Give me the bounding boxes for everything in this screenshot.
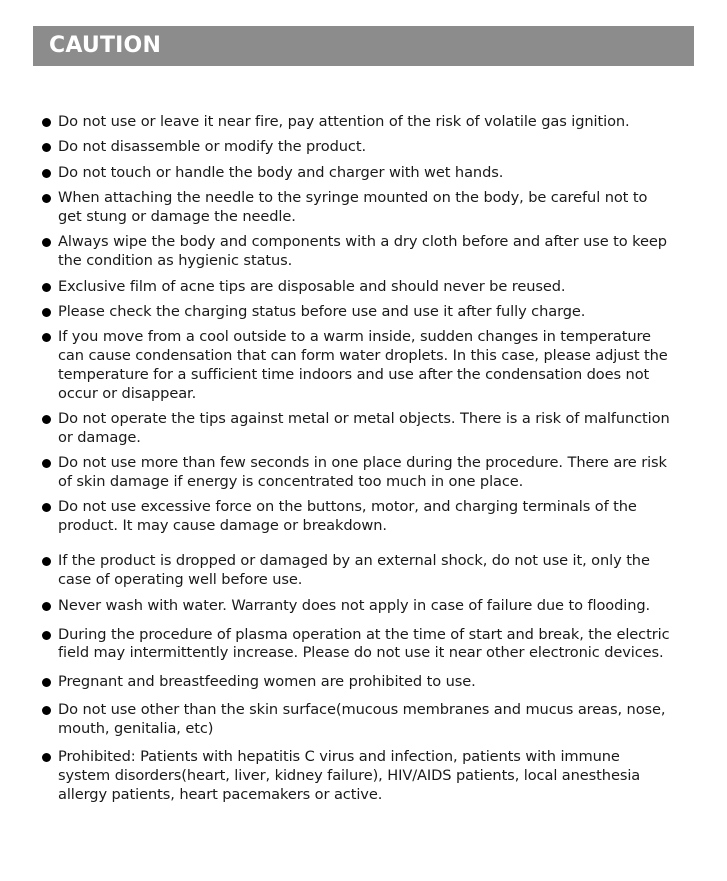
caution-text: Exclusive film of acne tips are disposable and should never be reused. xyxy=(58,277,566,295)
bullet-icon xyxy=(42,118,51,127)
caution-text: Do not disassemble or modify the product. xyxy=(58,138,366,156)
caution-text: If the product is dropped or damaged by an external shock, do not use it, only the case of operating well before use. xyxy=(58,552,650,588)
caution-item xyxy=(42,164,672,183)
caution-list xyxy=(42,113,672,805)
caution-item xyxy=(42,138,672,157)
caution-item xyxy=(42,303,672,322)
caution-text: If you move from a cool outside to a warm inside, sudden changes in temperature can cause condensation that can form water droplets. In this case, please adjust the temperature for a sufficient time indoors and use after the condensation does not occur or disappear. xyxy=(58,328,668,402)
bullet-icon xyxy=(42,143,51,152)
bullet-icon xyxy=(42,194,51,203)
caution-item xyxy=(42,701,672,739)
caution-text: Do not use or leave it near fire, pay attention of the risk of volatile gas ignition. xyxy=(58,113,630,130)
caution-text: Do not touch or handle the body and charger with wet hands. xyxy=(58,163,504,181)
bullet-icon xyxy=(42,678,51,687)
caution-item xyxy=(42,673,672,692)
bullet-icon xyxy=(42,238,51,247)
caution-item xyxy=(42,233,672,271)
page-title: CAUTION xyxy=(49,33,162,58)
bullet-icon xyxy=(42,169,51,178)
caution-item xyxy=(42,748,672,804)
caution-item xyxy=(42,597,672,616)
caution-text: When attaching the needle to the syringe mounted on the body, be careful not to get stung or damage the needle. xyxy=(58,189,648,225)
caution-text: Prohibited: Patients with hepatitis C virus and infection, patients with immune system disorders(heart, liver, kidney failure), HIV/AIDS patients, local anesthesia allergy patients, heart pacemakers or active. xyxy=(58,748,641,803)
caution-text: Do not use more than few seconds in one place during the procedure. There are risk of skin damage if energy is concentrated too much in one place. xyxy=(58,454,667,491)
caution-text: Never wash with water. Warranty does not apply in case of failure due to flooding. xyxy=(58,597,651,615)
bullet-icon xyxy=(42,415,51,424)
caution-text: Do not use excessive force on the buttons, motor, and charging terminals of the product. It may cause damage or breakdown. xyxy=(58,498,637,535)
bullet-icon xyxy=(42,753,51,762)
bullet-icon xyxy=(42,503,51,512)
bullet-icon xyxy=(42,459,51,468)
caution-text: Please check the charging status before use and use it after fully charge. xyxy=(58,302,586,320)
caution-item xyxy=(42,328,672,403)
caution-header-bar xyxy=(33,26,694,66)
caution-item xyxy=(42,498,672,536)
caution-item xyxy=(42,189,672,227)
caution-item xyxy=(42,410,672,448)
caution-text: Do not operate the tips against metal or metal objects. There is a risk of malfunction or damage. xyxy=(58,410,670,446)
caution-item xyxy=(42,552,672,590)
caution-text: Do not use other than the skin surface(mucous membranes and mucus areas, nose, mouth, genitalia, etc) xyxy=(58,701,666,737)
caution-text: Always wipe the body and components with a dry cloth before and after use to keep the condition as hygienic status. xyxy=(58,233,667,270)
caution-text: Pregnant and breastfeeding women are prohibited to use. xyxy=(58,672,476,690)
caution-item xyxy=(42,626,672,664)
caution-item xyxy=(42,113,672,132)
bullet-icon xyxy=(42,602,51,611)
bullet-icon xyxy=(42,631,51,640)
caution-text: During the procedure of plasma operation at the time of start and break, the electric field may intermittently increase. Please do not use it near other electronic devices. xyxy=(58,625,670,662)
caution-item xyxy=(42,278,672,297)
bullet-icon xyxy=(42,706,51,715)
bullet-icon xyxy=(42,557,51,566)
bullet-icon xyxy=(42,308,51,317)
bullet-icon xyxy=(42,283,51,292)
caution-item xyxy=(42,454,672,492)
bullet-icon xyxy=(42,333,51,342)
